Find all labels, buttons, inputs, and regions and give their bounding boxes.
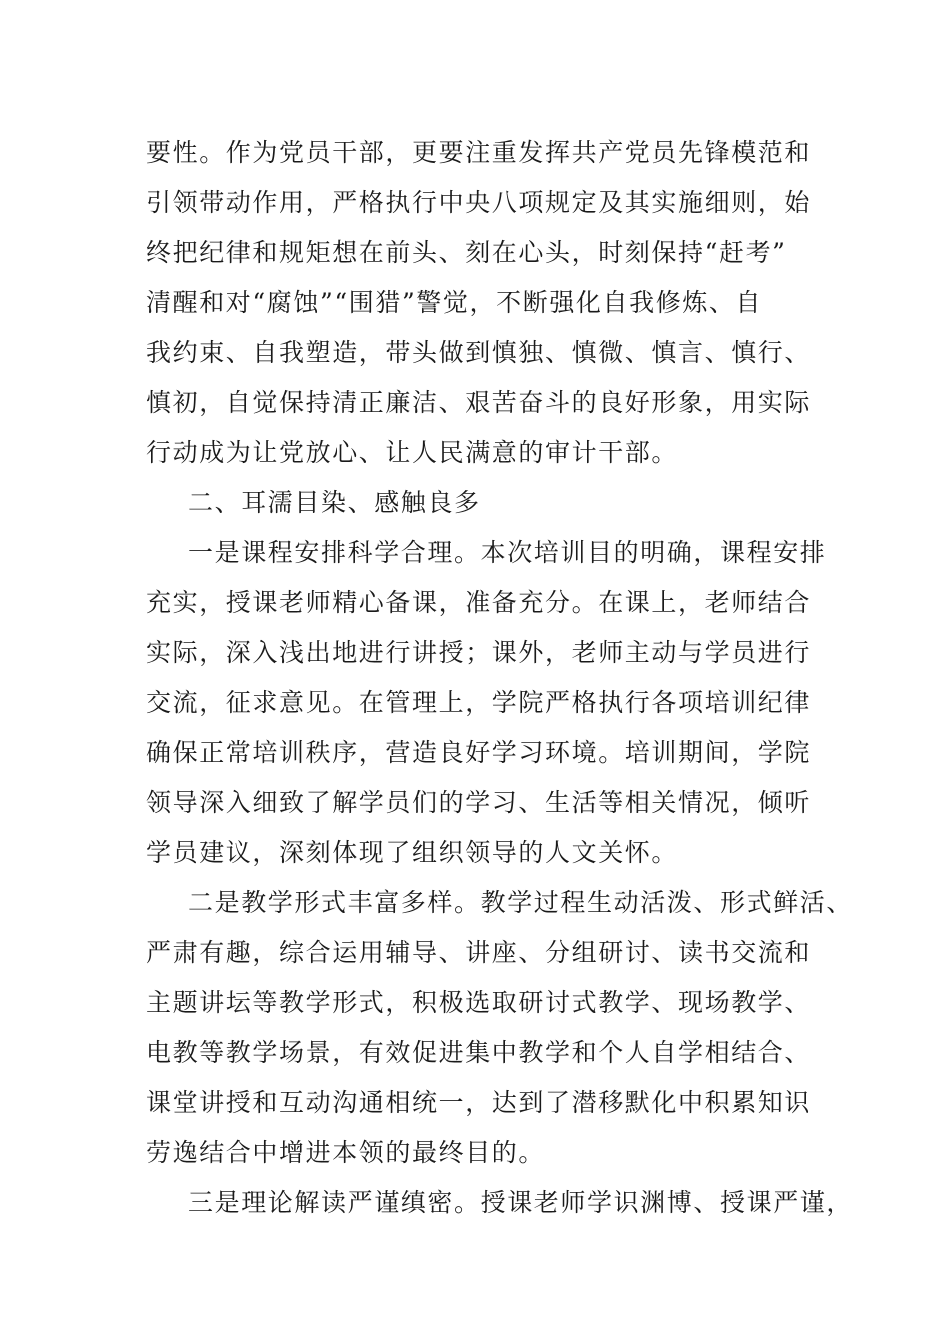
text-line: 行动成为让党放心、让人民满意的审计干部。 <box>146 438 679 467</box>
text-line: 充实，授课老师精心备课，准备充分。在课上，老师结合 <box>146 588 812 617</box>
text-line: 电教等教学场景，有效促进集中教学和个人自学相结合、 <box>146 1038 812 1067</box>
text-line: 主题讲坛等教学形式，积极选取研讨式教学、现场教学、 <box>146 988 812 1017</box>
section-heading: 二、耳濡目染、感触良多 <box>188 488 481 517</box>
text-line: 引领带动作用，严格执行中央八项规定及其实施细则，始 <box>146 188 812 217</box>
text-line: 终把纪律和规矩想在前头、刻在心头，时刻保持“赶考” <box>146 238 787 267</box>
text-line: 严肃有趣，综合运用辅导、讲座、分组研讨、读书交流和 <box>146 938 812 967</box>
text-line: 我约束、自我塑造，带头做到慎独、慎微、慎言、慎行、 <box>146 338 812 367</box>
text-line: 要性。作为党员干部，更要注重发挥共产党员先锋模范和 <box>146 138 812 167</box>
text-line: 清醒和对“腐蚀”“围猎”警觉，不断强化自我修炼、自 <box>146 288 763 317</box>
text-line: 课堂讲授和互动沟通相统一，达到了潜移默化中积累知识 <box>146 1088 812 1117</box>
text-line: 慎初，自觉保持清正廉洁、艰苦奋斗的良好形象，用实际 <box>146 388 812 417</box>
paragraph-first-line: 三是理论解读严谨缜密。授课老师学识渊博、授课严谨， <box>188 1188 854 1217</box>
text-line: 劳逸结合中增进本领的最终目的。 <box>146 1138 546 1167</box>
text-line: 实际，深入浅出地进行讲授；课外，老师主动与学员进行 <box>146 638 812 667</box>
paragraph-first-line: 二是教学形式丰富多样。教学过程生动活泼、形式鲜活、 <box>188 888 854 917</box>
text-line: 领导深入细致了解学员们的学习、生活等相关情况，倾听 <box>146 788 812 817</box>
text-line: 确保正常培训秩序，营造良好学习环境。培训期间，学院 <box>146 738 812 767</box>
paragraph-first-line: 一是课程安排科学合理。本次培训目的明确，课程安排 <box>188 538 827 567</box>
text-line: 交流，征求意见。在管理上，学院严格执行各项培训纪律 <box>146 688 812 717</box>
text-line: 学员建议，深刻体现了组织领导的人文关怀。 <box>146 838 679 867</box>
